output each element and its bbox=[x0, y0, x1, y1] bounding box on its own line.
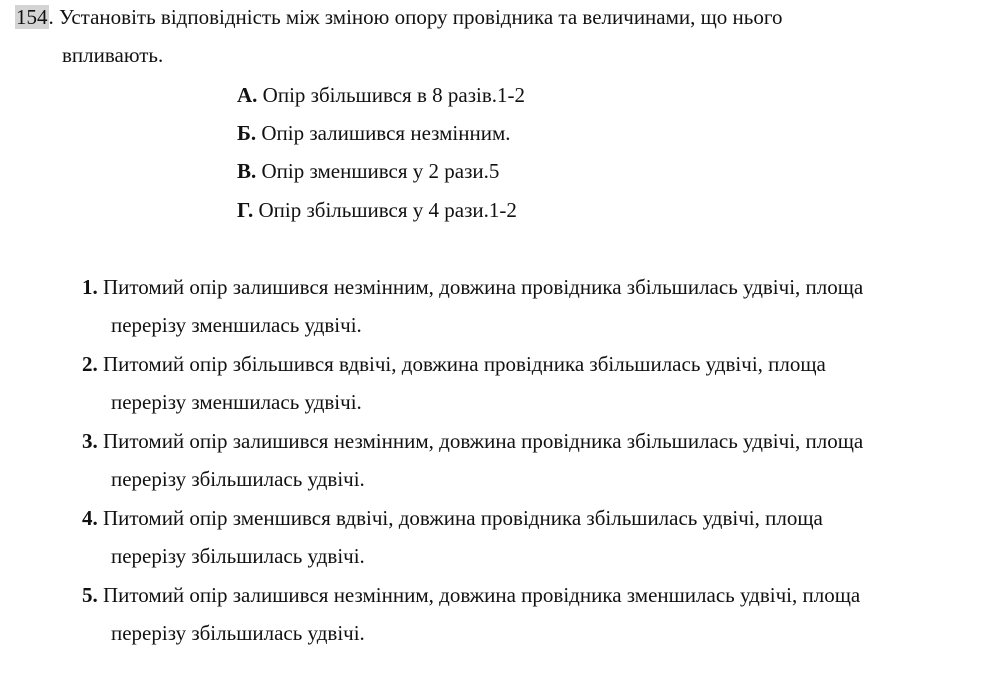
statement-4-line-2 bbox=[111, 543, 365, 569]
statement-text: перерізу збільшилась удвічі. bbox=[111, 467, 365, 491]
statement-text: перерізу зменшилась удвічі. bbox=[111, 313, 362, 337]
question-line-2 bbox=[62, 42, 163, 68]
statement-text: Питомий опір залишився незмінним, довжина провідника збільшилась удвічі, площа bbox=[97, 429, 864, 453]
statement-text: Питомий опір залишився незмінним, довжина провідника збільшилась удвічі, площа bbox=[97, 275, 864, 299]
statement-text: Питомий опір залишився незмінним, довжина провідника зменшилась удвічі, площа bbox=[97, 583, 861, 607]
statement-number: 1. bbox=[82, 275, 98, 299]
question-text-line-1: . Установіть відповідність між зміною опору провідника та величинами, що нього bbox=[48, 5, 783, 29]
statement-1-line-1 bbox=[82, 274, 863, 300]
question-text-line-2: впливають. bbox=[62, 43, 164, 67]
statement-text: Питомий опір зменшився вдвічі, довжина провідника збільшилась удвічі, площа bbox=[97, 506, 823, 530]
option-c bbox=[237, 158, 499, 184]
option-letter: Б. bbox=[237, 121, 257, 145]
option-letter: Г. bbox=[237, 198, 254, 222]
statement-1-line-2 bbox=[111, 312, 362, 338]
statement-number: 4. bbox=[82, 506, 98, 530]
statement-5-line-2 bbox=[111, 620, 365, 646]
option-text: Опір збільшився у 4 рази.1-2 bbox=[253, 198, 517, 222]
statement-text: перерізу збільшилась удвічі. bbox=[111, 544, 365, 568]
question-line-1 bbox=[15, 4, 782, 30]
statement-5-line-1 bbox=[82, 582, 860, 608]
question-number: 154 bbox=[16, 5, 48, 29]
option-letter: В. bbox=[237, 159, 257, 183]
statement-4-line-1 bbox=[82, 505, 823, 531]
statement-text: перерізу збільшилась удвічі. bbox=[111, 621, 365, 645]
statement-text: перерізу зменшилась удвічі. bbox=[111, 390, 362, 414]
statement-3-line-1 bbox=[82, 428, 863, 454]
statement-3-line-2 bbox=[111, 466, 365, 492]
option-d bbox=[237, 197, 517, 223]
option-a bbox=[237, 82, 525, 108]
option-text: Опір збільшився в 8 разів.1-2 bbox=[257, 83, 525, 107]
option-text: Опір залишився незмінним. bbox=[256, 121, 511, 145]
statement-text: Питомий опір збільшився вдвічі, довжина провідника збільшилась удвічі, площа bbox=[97, 352, 826, 376]
statement-number: 5. bbox=[82, 583, 98, 607]
option-text: Опір зменшився у 2 рази.5 bbox=[256, 159, 500, 183]
option-letter: А. bbox=[237, 83, 258, 107]
statement-number: 3. bbox=[82, 429, 98, 453]
statement-2-line-1 bbox=[82, 351, 826, 377]
option-b bbox=[237, 120, 511, 146]
statement-number: 2. bbox=[82, 352, 98, 376]
statement-2-line-2 bbox=[111, 389, 362, 415]
